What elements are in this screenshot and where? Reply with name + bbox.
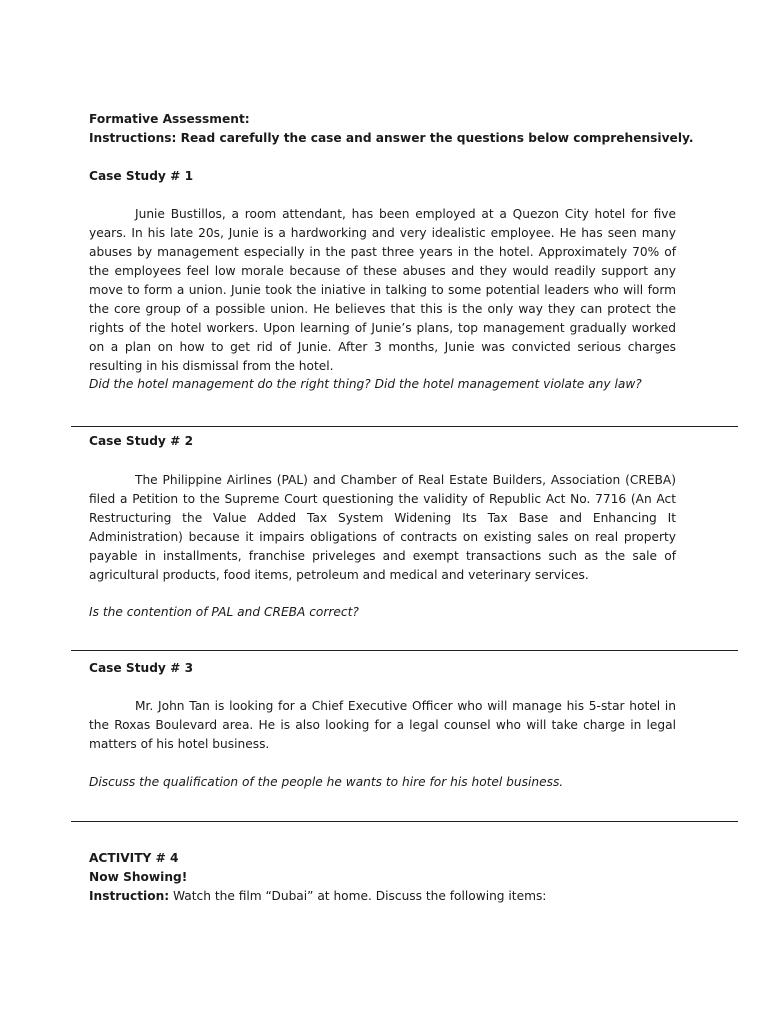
case-study-2-question: Is the contention of PAL and CREBA correct? [89, 605, 359, 619]
assessment-instructions: Instructions: Read carefully the case and answer the questions below comprehensively. [89, 131, 694, 145]
activity-4-instruction-text: Watch the film “Dubai” at home. Discuss the following items: [169, 889, 547, 903]
activity-4-instruction-label: Instruction: [89, 889, 170, 903]
section-divider-2 [71, 650, 738, 651]
case-study-3-heading: Case Study # 3 [89, 661, 194, 675]
activity-4-subheading: Now Showing! [89, 870, 188, 884]
case-study-3-body: Mr. John Tan is looking for a Chief Executive Officer who will manage his 5-star hotel in the Roxas Boulevard area. He is also looking for a legal counsel who will take charge in legal matters of his hotel business. [89, 699, 676, 751]
assessment-title: Formative Assessment: [89, 112, 250, 126]
section-divider-1 [71, 426, 738, 427]
case-study-2-heading: Case Study # 2 [89, 434, 194, 448]
activity-4-heading: ACTIVITY # 4 [89, 851, 179, 865]
case-study-1-body: Junie Bustillos, a room attendant, has been employed at a Quezon City hotel for five years. In his late 20s, Junie is a hardworking and very idealistic employee. He has seen many abuses by management especially in the past three years in the hotel. Approximately 70% of the employees feel low morale because of these abuses and they would readily support any move to form a union. Junie took the iniative in talking to some potential leaders who will form the core group of a possible union. He believes that this is the only way they can protect the rights of the hotel workers. Upon learning of Junie’s plans, top management gradually worked on a plan on how to get rid of Junie. After 3 months, Junie was convicted serious charges resulting in his dismissal from the hotel. [89, 207, 676, 373]
case-study-1-heading: Case Study # 1 [89, 169, 194, 183]
section-divider-3 [71, 821, 738, 822]
case-study-2-body: The Philippine Airlines (PAL) and Chamber of Real Estate Builders, Association (CREBA) filed a Petition to the Supreme Court questioning the validity of Republic Act No. 7716 (An Act Restructuring the Value Added Tax System Widening Its Tax Base and Enhancing It Administration) because it impairs obligations of contracts on existing sales on real property payable in installments, franchise priveleges and exempt transactions such as the sale of agricultural products, food items, petroleum and medical and veterinary services. [89, 473, 676, 582]
case-study-1-question: Did the hotel management do the right thing? Did the hotel management violate any law? [89, 377, 642, 391]
activity-4-instruction [89, 887, 546, 906]
case-study-3-question: Discuss the qualification of the people he wants to hire for his hotel business. [89, 775, 564, 789]
